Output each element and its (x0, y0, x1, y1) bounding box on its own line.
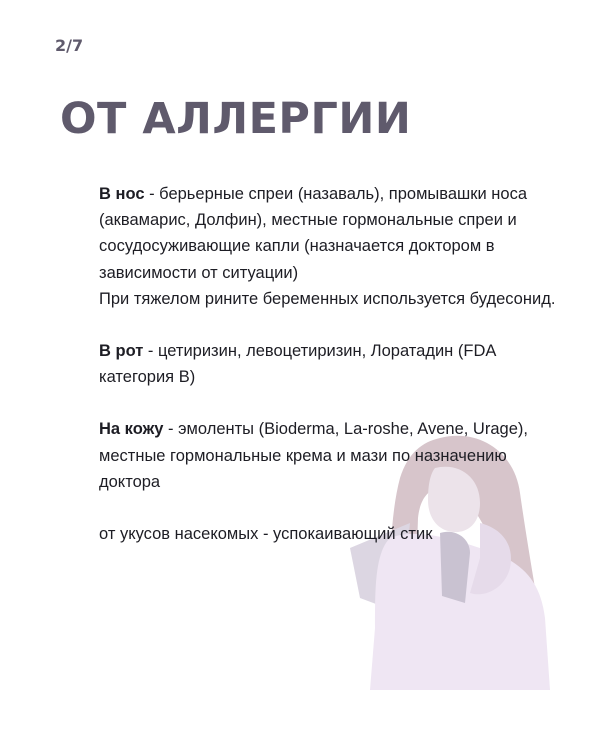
section-skin-text: - эмоленты (Bioderma, La-roshe, Avene, Urage), местные гормональные крема и мази по назначению доктора (99, 420, 528, 491)
section-nose-text: - берьерные спреи (назаваль), промывашки носа (аквамарис, Долфин), местные гормональные спреи и сосудосуживающие капли (назначается доктором в зависимости от ситуации) (99, 185, 528, 282)
page-title: ОТ АЛЛЕРГИИ (60, 94, 412, 144)
section-mouth-text: - цетиризин, левоцетиризин, Лоратадин (FDA категория В) (99, 342, 496, 387)
section-mouth-label: В рот (99, 342, 144, 361)
section-nose-note: При тяжелом рините беременных используется будесонид. (99, 289, 556, 308)
section-nose (99, 181, 569, 312)
insect-bite-note: от укусов насекомых - успокаивающий стик (99, 525, 433, 544)
section-skin-label: На кожу (99, 420, 164, 439)
section-skin (99, 416, 569, 495)
content-body (99, 181, 569, 573)
page-counter: 2/7 (55, 36, 84, 55)
section-nose-label: В нос (99, 185, 145, 203)
section-mouth (99, 338, 569, 390)
